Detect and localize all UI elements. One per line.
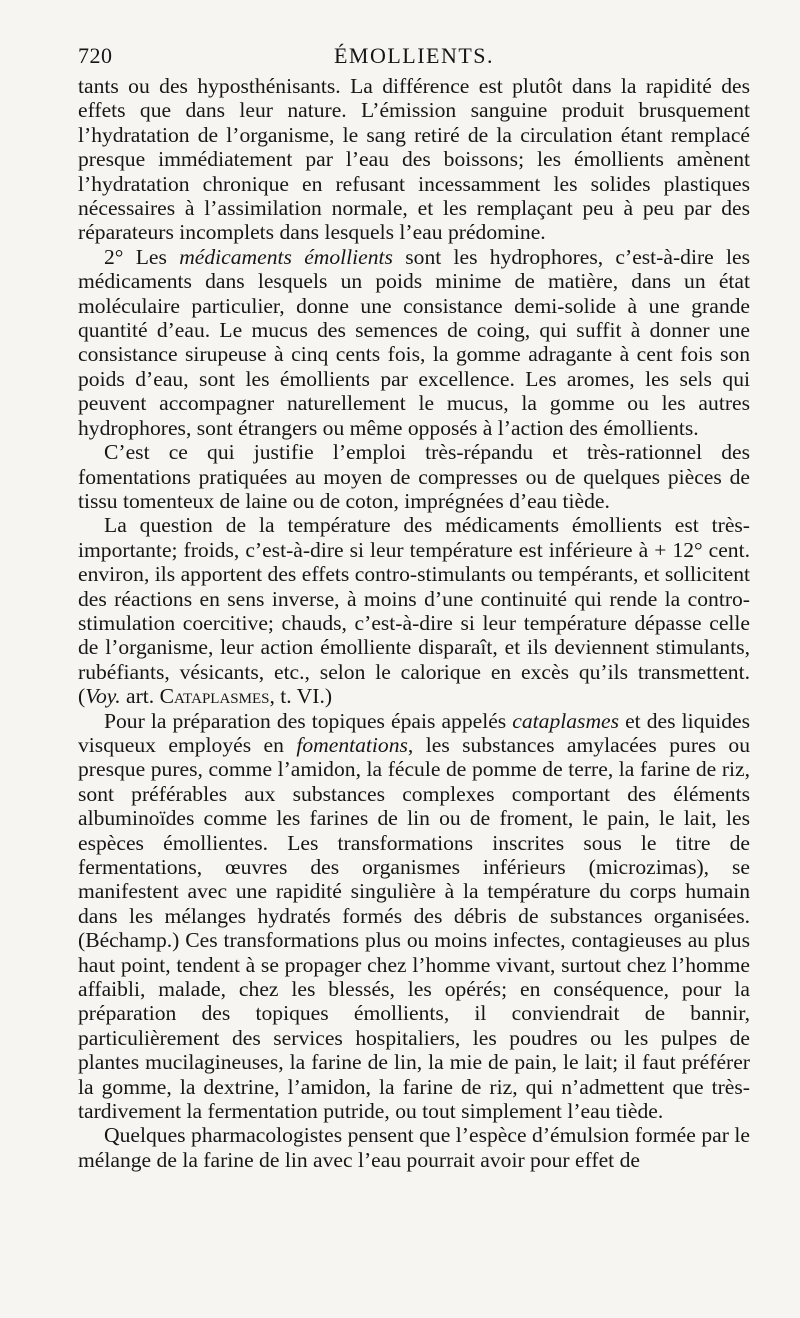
- p5-text-c: , les substances amylacées pures ou presque pures, comme l’amidon, la fécule de pomme de terre, la farine de riz, sont préférables aux substances complexes comportant des éléments albuminoïdes comme les farines de lin ou de froment, le pain, le lait, les espèces émollientes. Les transformations inscrites sous le titre de fermentations, œuvres des organismes inférieurs (microzimas), se manifestent avec une rapidité singulière à la température du corps humain dans les mélanges hydratés formés des débris de substances organisées. (Béchamp.) Ces transformations plus ou moins infectes, contagieuses au plus haut point, tendent à se propager chez l’homme vivant, surtout chez l’homme affaibli, malade, chez les blessés, les opérés; en conséquence, pour la préparation des topiques émollients, il conviendrait de bannir, particulièrement des services hospitaliers, les poudres ou les pulpes de plantes mucilagineuses, la farine de lin, la mie de pain, le lait; il faut préférer la gomme, la dextrine, l’amidon, la farine de riz, qui n’admettent que très-tardivement la fermentation putride, ou tout simplement l’eau tiède.: [78, 732, 750, 1124]
- paragraph-5: [78, 709, 750, 1124]
- p4-ref-end: , t. VI.): [269, 684, 333, 709]
- p4-ref-voy: Voy.: [85, 684, 121, 709]
- running-title: ÉMOLLIENTS.: [333, 43, 495, 68]
- body-text: [78, 74, 750, 1172]
- paragraph-1: tants ou des hyposthénisants. La différence est plutôt dans la rapidité des effets que dans leur nature. L’émission sanguine produit brusquement l’hydratation de l’organisme, le sang retiré de la circulation étant remplacé presque immédiatement par l’eau des boissons; les émollients amènent l’hydratation chronique en refusant incessamment les solides plastiques nécessaires à l’assimilation normale, et les remplaçant peu à peu par des réparateurs incomplets dans lesquels l’eau prédomine.: [78, 74, 750, 245]
- page-header: [78, 43, 750, 71]
- page-number: 720: [78, 43, 113, 68]
- paragraph-4: [78, 513, 750, 708]
- paragraph-3: C’est ce qui justifie l’emploi très-répandu et très-rationnel des fomentations pratiquées au moyen de compresses ou de quelques pièces de tissu tomenteux de laine ou de coton, imprégnées d’eau tiède.: [78, 440, 750, 513]
- p4-text: La question de la température des médicaments émollients est très-importante; froids, c’est-à-dire si leur température est inférieure à + 12° cent. environ, ils apportent des effets contro-stimulants ou tempérants, et sollicitent des réactions en sens inverse, à moins d’une continuité qui rende la contro-stimulation coercitive; chauds, c’est-à-dire si leur température dépasse celle de l’organisme, leur action émolliente disparaît, et ils deviennent stimulants, rubéfiants, vésicants, etc., selon le calorique en excès qu’ils transmettent. (: [78, 513, 750, 709]
- p5-emphasis-2: fomentations: [296, 732, 408, 757]
- p4-ref-art: art.: [120, 684, 160, 709]
- p5-emphasis-1: cataplasmes: [512, 708, 620, 733]
- p5-text-b: et des liquides visqueux employés en: [78, 708, 750, 757]
- p2-emphasis: médicaments émollients: [179, 244, 393, 269]
- p4-ref-title: Cataplasmes: [159, 684, 270, 709]
- p2-text: sont les hydrophores, c’est-à-dire les médicaments dans lesquels un poids minime de matière, dans un état moléculaire particulier, donne une consistance demi-solide à une grande quantité d’eau. Le mucus des semences de coing, qui suffit à donner une consistance sirupeuse à cinq cents fois, la gomme adragante à cent fois son poids d’eau, sont les émollients par excellence. Les aromes, les sels qui peuvent accompagner naturellement le mucus, la gomme ou les autres hydrophores, sont étrangers ou même opposés à l’action des émollients.: [78, 244, 750, 440]
- paragraph-6: Quelques pharmacologistes pensent que l’espèce d’émulsion formée par le mélange de la farine de lin avec l’eau pourrait avoir pour effet de: [78, 1123, 750, 1172]
- p2-lead: 2° Les: [104, 244, 180, 269]
- paragraph-2: [78, 245, 750, 440]
- p5-text-a: Pour la préparation des topiques épais appelés: [104, 708, 513, 733]
